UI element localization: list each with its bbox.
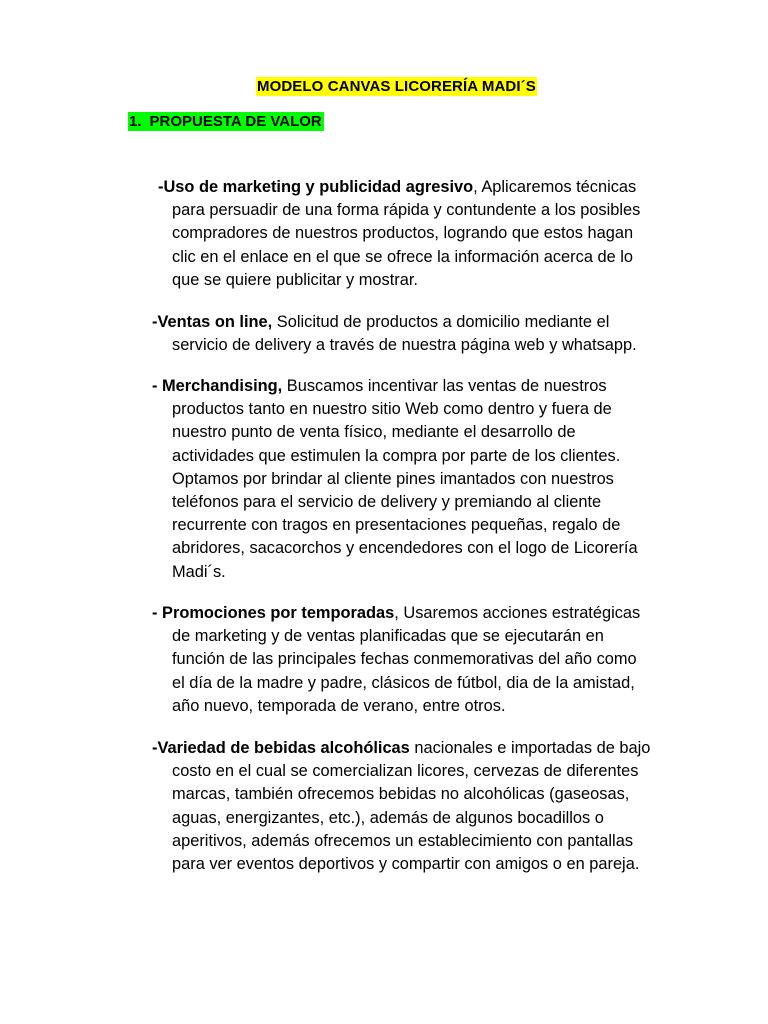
paragraph-lead: -Variedad de bebidas alcohólicas bbox=[152, 739, 410, 757]
paragraph-text: Buscamos incentivar las ventas de nuestros bbox=[282, 377, 607, 395]
section-heading-highlight bbox=[128, 112, 324, 131]
paragraph-lead: -Ventas on line, bbox=[152, 313, 273, 331]
paragraph-merchandising bbox=[152, 375, 638, 584]
paragraph-text: nacionales e importadas de bajo bbox=[409, 739, 651, 757]
paragraph-line: función de las principales fechas conmemorativas del año como bbox=[172, 650, 637, 669]
paragraph-line: Optamos por brindar al cliente pines imantados con nuestros bbox=[172, 469, 614, 488]
paragraph-line bbox=[152, 737, 650, 760]
paragraph-text: , Usaremos acciones estratégicas bbox=[394, 604, 641, 622]
paragraph-line: abridores, sacacorchos y encendedores con el logo de Licorería bbox=[172, 539, 638, 558]
paragraph-line: el día de la madre y padre, clásicos de fútbol, dia de la amistad, bbox=[172, 673, 635, 692]
paragraph-lead: - Promociones por temporadas bbox=[152, 604, 395, 622]
section-number: 1. bbox=[129, 113, 142, 130]
paragraph-line: que se quiere publicitar y mostrar. bbox=[172, 270, 418, 289]
paragraph-line bbox=[152, 311, 637, 334]
paragraph-line bbox=[152, 602, 640, 625]
paragraph-line: servicio de delivery a través de nuestra página web y whatsapp. bbox=[172, 336, 637, 355]
paragraph-line: recurrente con tragos en presentaciones pequeñas, regalo de bbox=[172, 516, 621, 535]
paragraph-line: teléfonos para el servicio de delivery y premiando al cliente bbox=[172, 493, 602, 512]
paragraph-line: productos tanto en nuestro sitio Web como dentro y fuera de bbox=[172, 400, 612, 419]
paragraph-promociones bbox=[152, 602, 640, 718]
paragraph-line: marcas, también ofrecemos bebidas no alcohólicas (gaseosas, bbox=[172, 785, 630, 804]
paragraph-line bbox=[152, 375, 638, 398]
paragraph-variedad-bebidas bbox=[152, 737, 650, 876]
paragraph-line: nuestro punto de venta físico, mediante el desarrollo de bbox=[172, 423, 576, 442]
paragraph-line: año nuevo, temporada de verano, entre otros. bbox=[172, 696, 506, 715]
paragraph-line: aperitivos, además ofrecemos un establecimiento con pantallas bbox=[172, 831, 634, 850]
paragraph-line: de marketing y de ventas planificadas que se ejecutarán en bbox=[172, 627, 604, 646]
document-title bbox=[256, 77, 537, 97]
paragraph-line: Madi´s. bbox=[172, 562, 226, 581]
section-heading bbox=[128, 112, 324, 132]
paragraph-text: , Aplicaremos técnicas bbox=[473, 178, 637, 196]
paragraph-lead: -Uso de marketing y publicidad agresivo bbox=[158, 178, 474, 196]
paragraph-text: Solicitud de productos a domicilio mediante el bbox=[272, 313, 610, 331]
paragraph-line: costo en el cual se comercializan licores, cervezas de diferentes bbox=[172, 762, 639, 781]
paragraph-line: clic en el enlace en el que se ofrece la información acerca de lo bbox=[172, 247, 634, 266]
paragraph-marketing bbox=[158, 176, 640, 292]
paragraph-line: aguas, energizantes, etc.), además de algunos bocadillos o bbox=[172, 808, 604, 827]
document-title-text: MODELO CANVAS LICORERÍA MADI´S bbox=[257, 78, 536, 95]
section-heading-text: PROPUESTA DE VALOR bbox=[149, 113, 322, 130]
paragraph-ventas-online bbox=[152, 311, 637, 357]
paragraph-line: compradores de nuestros productos, logrando que estos hagan bbox=[172, 224, 634, 243]
paragraph-lead: - Merchandising, bbox=[152, 377, 283, 395]
paragraph-line: actividades que estimulen la compra por parte de los clientes. bbox=[172, 446, 621, 465]
paragraph-line: para ver eventos deportivos y compartir con amigos o en pareja. bbox=[172, 855, 640, 874]
paragraph-line: para persuadir de una forma rápida y contundente a los posibles bbox=[172, 201, 641, 220]
paragraph-line bbox=[158, 176, 640, 199]
